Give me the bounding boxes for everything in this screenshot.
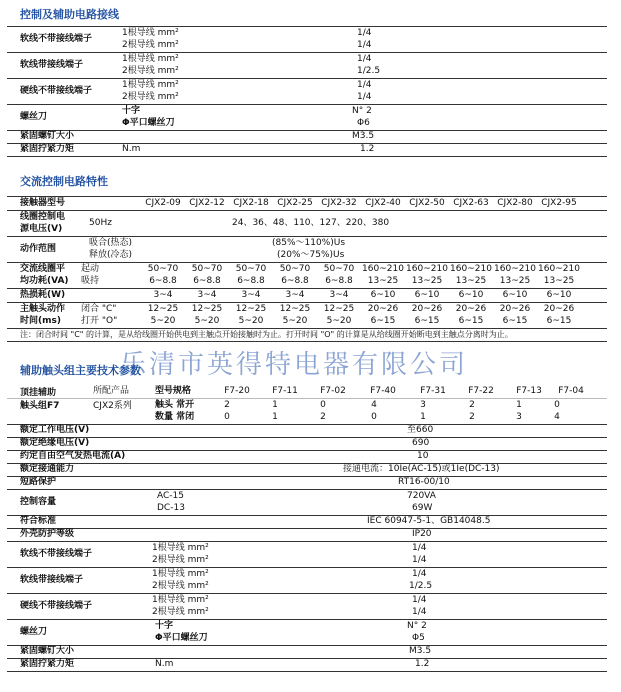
model-header: CJX2-50 — [409, 198, 445, 208]
timing-note: 注：闭合时间 "C" 的计算，是从给线圈开始供电到主触点开始接触时为止。打开时间 "O" 的计算是从给线圈开始断电到主触点分离时为止。 — [20, 330, 513, 339]
company-watermark: 乐清市英得特电器有限公司 — [120, 350, 469, 380]
hold-label: 吸持 — [81, 276, 100, 286]
start-label: 起动 — [81, 264, 100, 274]
conductor-1-value: 1/4 — [412, 569, 427, 579]
aux-model-header: F7-02 — [320, 386, 346, 396]
conductor-2-value: 1/4 — [357, 40, 372, 50]
pickup-value: (85%～110%)Us — [272, 238, 346, 248]
aux-header-row — [7, 385, 607, 399]
models-header-row — [7, 196, 607, 211]
heat-value: 3~4 — [153, 290, 173, 300]
aux-wiring-screwdriver — [7, 620, 607, 646]
close-label: 闭合 "C" — [81, 304, 117, 314]
aux-model-header: F7-22 — [468, 386, 494, 396]
header-label: 接触器型号 — [20, 198, 66, 208]
close-value: 20~26 — [499, 304, 531, 314]
spec-row-making-capacity — [7, 464, 607, 477]
screw-size-value: M3.5 — [352, 131, 375, 141]
product-col-label: 所配产品 — [93, 386, 130, 396]
heat-value: 3~4 — [329, 290, 349, 300]
ac-control-table — [7, 196, 607, 342]
start-value: 50~70 — [147, 264, 179, 274]
torque-unit: N.m — [122, 144, 141, 154]
row-label: 热损耗(W) — [20, 290, 66, 300]
row-label: 交流线圈平 — [20, 264, 66, 274]
screwdriver-1-value: N° 2 — [352, 106, 372, 116]
aux-model-header: F7-11 — [272, 386, 298, 396]
open-value: 5~20 — [282, 316, 308, 326]
row-label: 螺丝刀 — [20, 627, 48, 637]
row-label: 紧固螺钉大小 — [20, 646, 75, 656]
model-header: CJX2-32 — [321, 198, 357, 208]
nc-value: 0 — [224, 412, 230, 422]
screwdriver-2-value: Φ5 — [412, 633, 425, 643]
torque-value: 1.2 — [415, 659, 430, 669]
aux-model-header: F7-31 — [420, 386, 446, 396]
nc-value: 4 — [554, 412, 560, 422]
aux-screw-size — [7, 646, 607, 659]
nc-value: 1 — [272, 412, 278, 422]
conductor-1-value: 1/4 — [412, 543, 427, 553]
torque-unit: N.m — [155, 659, 174, 669]
close-value: 20~26 — [367, 304, 399, 314]
open-value: 6~15 — [458, 316, 484, 326]
close-value: 12~25 — [191, 304, 223, 314]
conductor-1-label: 1根导线 mm² — [152, 569, 209, 579]
row-label: 硬线不带接线端子 — [20, 86, 93, 96]
no-value: 4 — [371, 400, 377, 410]
operating-range-row — [7, 237, 607, 263]
conductor-1-label: 1根导线 mm² — [152, 543, 209, 553]
heat-value: 3~4 — [285, 290, 305, 300]
no-value: 3 — [420, 400, 426, 410]
row-label-2: 均功耗(VA) — [20, 276, 69, 286]
wiring-row-screwdriver — [7, 105, 607, 131]
row-label: 动作范围 — [20, 244, 57, 254]
row-label-2: 源电压(V) — [20, 224, 63, 234]
row-label: 额定绝缘电压(V) — [20, 438, 90, 448]
spec-row-insulation-voltage — [7, 438, 607, 451]
row-label: 短路保护 — [20, 477, 57, 487]
conductor-2-label: 2根导线 mm² — [122, 92, 179, 102]
dc13-label: DC-13 — [157, 503, 185, 513]
note-row — [7, 329, 607, 342]
open-value: 6~15 — [546, 316, 572, 326]
start-value: 160~210 — [494, 264, 536, 274]
spec-row-short-circuit — [7, 477, 607, 490]
open-value: 5~20 — [326, 316, 352, 326]
heat-loss-row — [7, 289, 607, 303]
aux-model-header: F7-04 — [558, 386, 584, 396]
conductor-1-label: 1根导线 mm² — [152, 595, 209, 605]
spec-row-standard — [7, 516, 607, 529]
hold-value: 6~8.8 — [325, 276, 353, 286]
close-value: 20~26 — [455, 304, 487, 314]
hold-value: 13~25 — [455, 276, 487, 286]
conductor-2-value: 1/4 — [412, 555, 427, 565]
release-label: 释放(冷态) — [89, 250, 133, 260]
heat-value: 6~10 — [414, 290, 440, 300]
row-label: 软线不带接线端子 — [20, 549, 93, 559]
row-label: 符合标准 — [20, 516, 57, 526]
aux-model-header: F7-20 — [224, 386, 250, 396]
row-label: 额定工作电压(V) — [20, 425, 90, 435]
close-value: 12~25 — [323, 304, 355, 314]
section-title-ac-control: 交流控制电路特性 — [20, 175, 108, 188]
model-header: CJX2-09 — [145, 198, 181, 208]
open-value: 6~15 — [414, 316, 440, 326]
wiring-row-screw-size — [7, 131, 607, 144]
nc-value: 2 — [320, 412, 326, 422]
voltage-values: 24、36、48、110、127、220、380 — [232, 218, 390, 228]
aux-contacts-table — [7, 385, 607, 672]
spec-row-thermal-current — [7, 451, 607, 464]
coil-voltage-row — [7, 211, 607, 237]
start-value: 160~210 — [538, 264, 580, 274]
row-label-2: 触头组F7 — [20, 401, 60, 411]
open-value: 6~15 — [370, 316, 396, 326]
spec-value: 10 — [417, 451, 429, 461]
conductor-1-label: 1根导线 mm² — [122, 28, 179, 38]
heat-value: 3~4 — [197, 290, 217, 300]
hold-value: 6~8.8 — [193, 276, 221, 286]
conductor-2-value: 1/4 — [357, 92, 372, 102]
row-label: 软线带接线端子 — [20, 575, 84, 585]
start-value: 50~70 — [323, 264, 355, 274]
aux-torque — [7, 659, 607, 672]
start-value: 160~210 — [450, 264, 492, 274]
row-label: 螺丝刀 — [20, 112, 48, 122]
series-label: CJX2系列 — [93, 401, 132, 411]
no-value: 2 — [469, 400, 475, 410]
spec-value: IEC 60947-5-1、GB14048.5 — [367, 516, 491, 526]
section-title-aux-contacts: 辅助触头组主要技术参数 — [20, 364, 141, 377]
model-header: CJX2-18 — [233, 198, 269, 208]
conductor-2-value: 1/2.5 — [357, 66, 381, 76]
conductor-1-value: 1/4 — [412, 595, 427, 605]
open-value: 5~20 — [150, 316, 176, 326]
hold-value: 6~8.8 — [149, 276, 177, 286]
row-label-2: 时间(ms) — [20, 316, 61, 326]
heat-value: 6~10 — [370, 290, 396, 300]
open-value: 6~15 — [502, 316, 528, 326]
start-value: 50~70 — [235, 264, 267, 274]
conductor-2-label: 2根导线 mm² — [152, 581, 209, 591]
wiring-row-soft-no-terminal — [7, 26, 607, 53]
wiring-table — [7, 26, 607, 157]
spec-value: IP20 — [412, 529, 432, 539]
close-value: 12~25 — [279, 304, 311, 314]
nc-value: 2 — [469, 412, 475, 422]
spec-row-rated-voltage — [7, 425, 607, 438]
conductor-2-label: 2根导线 mm² — [122, 66, 179, 76]
model-header: CJX2-12 — [189, 198, 225, 208]
screwdriver-2-label: Φ平口螺丝刀 — [155, 633, 208, 643]
aux-wiring-soft-no-terminal — [7, 542, 607, 568]
wiring-row-torque — [7, 144, 607, 157]
open-value: 5~20 — [194, 316, 220, 326]
dc13-value: 69W — [412, 503, 433, 513]
screwdriver-2-value: Φ6 — [357, 118, 370, 128]
spec-value: 690 — [412, 438, 430, 448]
conductor-1-label: 1根导线 mm² — [122, 80, 179, 90]
row-label: 软线不带接线端子 — [20, 34, 93, 44]
close-value: 20~26 — [543, 304, 575, 314]
conductor-2-value: 1/2.5 — [409, 581, 433, 591]
spec-row-control-capacity — [7, 490, 607, 516]
aux-wiring-soft-terminal — [7, 568, 607, 594]
conductor-1-value: 1/4 — [357, 80, 372, 90]
row-label: 紧固螺钉大小 — [20, 131, 75, 141]
conductor-1-value: 1/4 — [357, 54, 372, 64]
no-value: 0 — [320, 400, 326, 410]
nc-value: 1 — [420, 412, 426, 422]
no-value: 2 — [224, 400, 230, 410]
row-label: 顶挂辅助 — [20, 388, 57, 398]
hold-value: 13~25 — [367, 276, 399, 286]
start-value: 50~70 — [279, 264, 311, 274]
conductor-2-label: 2根导线 mm² — [152, 555, 209, 565]
row-label: 约定自由空气发热电流(A) — [20, 451, 126, 461]
conductor-2-value: 1/4 — [412, 607, 427, 617]
heat-value: 6~10 — [502, 290, 528, 300]
row-label: 主触头动作 — [20, 304, 66, 314]
screwdriver-1-label: 十字 — [155, 621, 174, 631]
ac15-value: 720VA — [407, 491, 436, 501]
hold-value: 13~25 — [499, 276, 531, 286]
row-label: 紧固拧紧力矩 — [20, 144, 75, 154]
wiring-row-hard-no-terminal — [7, 79, 607, 105]
torque-value: 1.2 — [360, 144, 375, 154]
row-label: 线圈控制电 — [20, 212, 66, 222]
no-contacts-label: 触头 常开 — [155, 400, 195, 410]
start-value: 160~210 — [406, 264, 448, 274]
hold-value: 13~25 — [543, 276, 575, 286]
conductor-1-value: 1/4 — [357, 28, 372, 38]
conductor-1-label: 1根导线 mm² — [122, 54, 179, 64]
model-header: CJX2-80 — [497, 198, 533, 208]
row-label: 紧固拧紧力矩 — [20, 659, 75, 669]
aux-model-header: F7-13 — [516, 386, 542, 396]
no-value: 1 — [272, 400, 278, 410]
spec-row-ip — [7, 529, 607, 542]
hold-value: 6~8.8 — [237, 276, 265, 286]
operating-time-row — [7, 303, 607, 329]
nc-contacts-label: 数量 常闭 — [155, 412, 195, 422]
open-label: 打开 "O" — [81, 316, 118, 326]
screwdriver-2-label: Φ平口螺丝刀 — [122, 118, 175, 128]
nc-value: 3 — [516, 412, 522, 422]
start-value: 50~70 — [191, 264, 223, 274]
spec-value: RT16-00/10 — [398, 477, 450, 487]
conductor-2-label: 2根导线 mm² — [152, 607, 209, 617]
model-header: CJX2-95 — [541, 198, 577, 208]
close-value: 20~26 — [411, 304, 443, 314]
heat-value: 3~4 — [241, 290, 261, 300]
ac15-label: AC-15 — [157, 491, 184, 501]
section-title-wiring: 控制及辅助电路接线 — [20, 8, 119, 21]
screwdriver-1-label: 十字 — [122, 106, 141, 116]
model-col-label: 型号规格 — [155, 386, 192, 396]
row-label: 软线带接线端子 — [20, 60, 84, 70]
row-label: 控制容量 — [20, 497, 57, 507]
screwdriver-1-value: N° 2 — [407, 621, 427, 631]
release-value: (20%～75%)Us — [277, 250, 345, 260]
model-header: CJX2-25 — [277, 198, 313, 208]
model-header: CJX2-40 — [365, 198, 401, 208]
model-header: CJX2-63 — [453, 198, 489, 208]
pickup-label: 吸合(热态) — [89, 238, 133, 248]
open-value: 5~20 — [238, 316, 264, 326]
frequency: 50Hz — [89, 218, 112, 228]
screw-size-value: M3.5 — [409, 646, 432, 656]
nc-value: 0 — [371, 412, 377, 422]
hold-value: 6~8.8 — [281, 276, 309, 286]
hold-value: 13~25 — [411, 276, 443, 286]
aux-wiring-hard-no-terminal — [7, 594, 607, 620]
close-value: 12~25 — [235, 304, 267, 314]
close-value: 12~25 — [147, 304, 179, 314]
row-label: 额定接通能力 — [20, 464, 75, 474]
wiring-row-soft-terminal — [7, 53, 607, 79]
row-label: 外壳防护等级 — [20, 529, 75, 539]
row-label: 硬线不带接线端子 — [20, 601, 93, 611]
spec-value: 至660 — [407, 425, 434, 435]
no-value: 1 — [516, 400, 522, 410]
spec-value: 接通电流：10Ie(AC-15)或1Ie(DC-13) — [343, 464, 500, 474]
coil-power-row — [7, 263, 607, 289]
heat-value: 6~10 — [458, 290, 484, 300]
aux-model-header: F7-40 — [370, 386, 396, 396]
heat-value: 6~10 — [546, 290, 572, 300]
start-value: 160~210 — [362, 264, 404, 274]
conductor-2-label: 2根导线 mm² — [122, 40, 179, 50]
no-value: 0 — [554, 400, 560, 410]
